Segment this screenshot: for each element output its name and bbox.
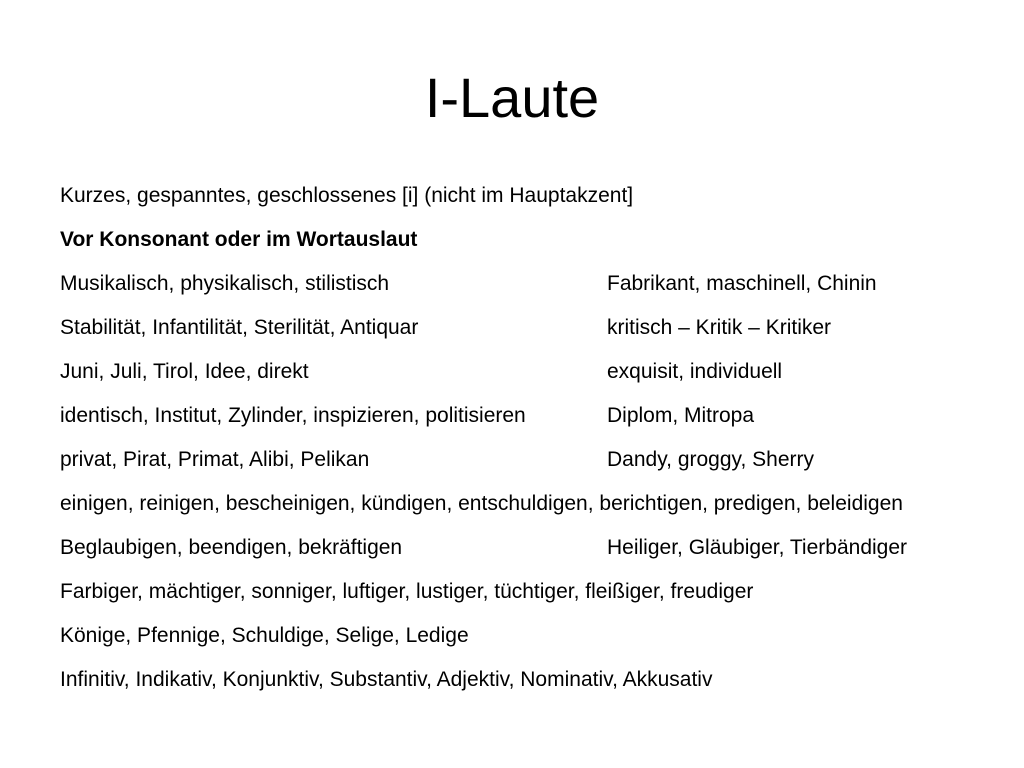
example-left: identisch, Institut, Zylinder, inspizieren, politisieren bbox=[60, 404, 526, 427]
slide-title: I-Laute bbox=[424, 66, 600, 129]
example-left: Könige, Pfennige, Schuldige, Selige, Ledige bbox=[60, 624, 469, 647]
example-right: kritisch – Kritik – Kritiker bbox=[607, 316, 832, 339]
example-left: Juni, Juli, Tirol, Idee, direkt bbox=[60, 360, 309, 383]
example-row bbox=[60, 400, 1010, 444]
example-left: Stabilität, Infantilität, Sterilität, Antiquar bbox=[60, 316, 419, 339]
intro-line bbox=[60, 180, 1010, 224]
example-right: exquisit, individuell bbox=[607, 360, 783, 383]
example-right: Heiliger, Gläubiger, Tierbändiger bbox=[607, 536, 908, 559]
example-row bbox=[60, 620, 1010, 664]
example-right: Diplom, Mitropa bbox=[607, 404, 755, 427]
heading-text: Vor Konsonant oder im Wortauslaut bbox=[60, 228, 418, 251]
example-right: Dandy, groggy, Sherry bbox=[607, 448, 814, 471]
example-row bbox=[60, 268, 1010, 312]
example-left: Farbiger, mächtiger, sonniger, luftiger, lustiger, tüchtiger, fleißiger, freudiger bbox=[60, 580, 754, 603]
example-row bbox=[60, 356, 1010, 400]
slide-body bbox=[60, 180, 1010, 708]
example-row bbox=[60, 576, 1010, 620]
line-text: Kurzes, gespanntes, geschlossenes [i] (nicht im Hauptakzent] bbox=[60, 184, 634, 207]
section-heading bbox=[60, 224, 1010, 268]
example-left: privat, Pirat, Primat, Alibi, Pelikan bbox=[60, 448, 370, 471]
example-right: Fabrikant, maschinell, Chinin bbox=[607, 272, 877, 295]
example-left: einigen, reinigen, bescheinigen, kündigen, entschuldigen, berichtigen, predigen, beleidigen bbox=[60, 492, 903, 515]
example-row bbox=[60, 664, 1010, 708]
example-left: Musikalisch, physikalisch, stilistisch bbox=[60, 272, 390, 295]
example-left: Infinitiv, Indikativ, Konjunktiv, Substantiv, Adjektiv, Nominativ, Akkusativ bbox=[60, 668, 713, 691]
example-left: Beglaubigen, beendigen, bekräftigen bbox=[60, 536, 403, 559]
example-row bbox=[60, 532, 1010, 576]
example-row bbox=[60, 444, 1010, 488]
example-row bbox=[60, 488, 1010, 532]
example-row bbox=[60, 312, 1010, 356]
